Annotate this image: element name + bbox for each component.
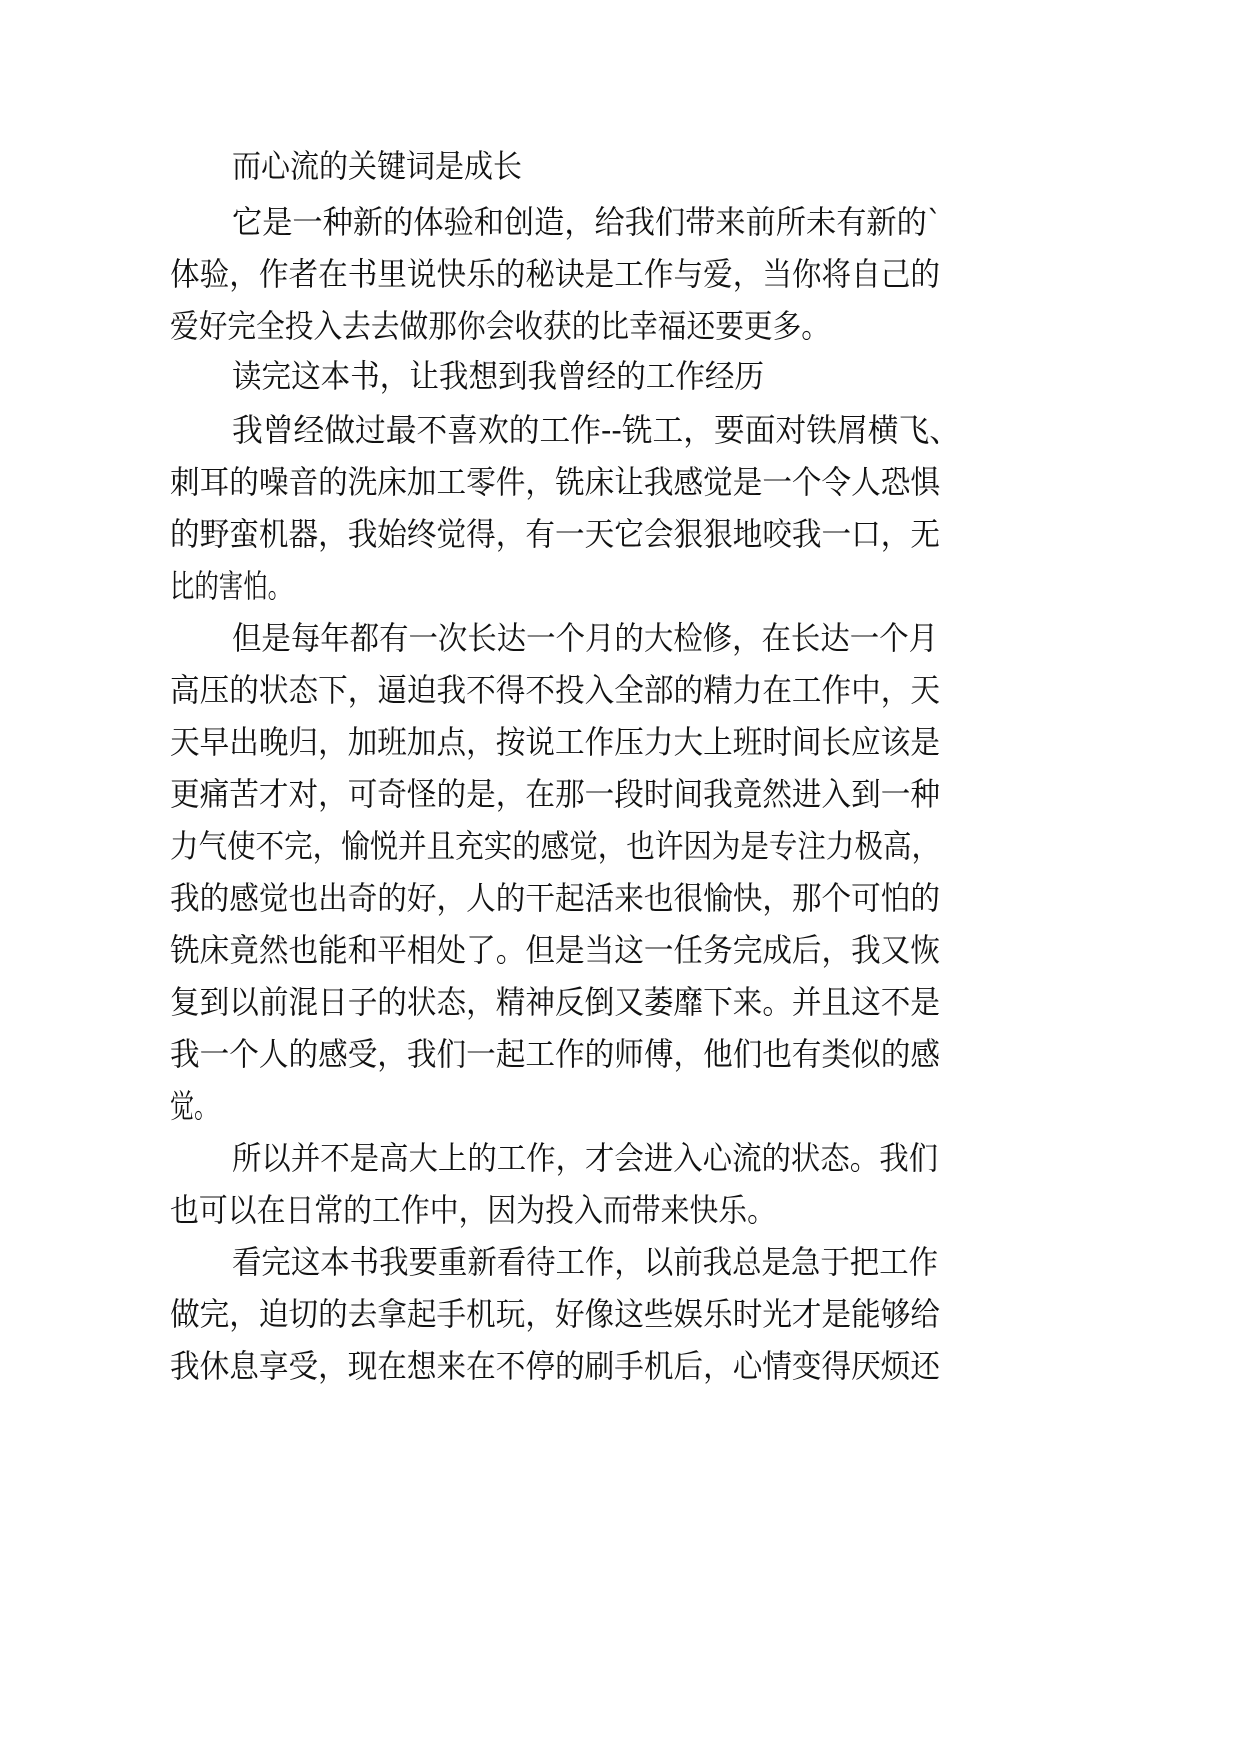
text-line [232,146,552,206]
text-line [170,1190,842,1250]
text-line [232,1138,1000,1198]
text-line-content: 读完这本书，让我想到我曾经的工作经历 [232,357,765,395]
text-line-content: 它是一种新的体验和创造，给我们带来前所未有新的` [232,203,942,241]
text-line [170,826,1034,886]
text-line-content: 我休息享受，现在想来在不停的刷手机后，心情变得厌烦还 [170,1347,941,1385]
text-line [170,930,1002,990]
text-line-content: 比的害怕。 [170,567,292,605]
text-line-content: 爱好完全投入去去做那你会收获的比幸福还要更多。 [170,307,830,345]
text-line-content: 复到以前混日子的状态，精神反倒又萎靡下来。并且这不是 [170,983,941,1021]
text-line-content: 我一个人的感受，我们一起工作的师傅，他们也有类似的感 [170,1035,941,1073]
text-line-content: 做完，迫切的去拿起手机玩，好像这些娱乐时光才是能够给 [170,1295,941,1333]
text-line [232,618,1000,678]
text-line [170,722,1002,782]
text-line [170,514,1002,574]
text-line [170,1294,1002,1354]
text-line-content: 的野蛮机器，我始终觉得，有一天它会狠狠地咬我一口，无 [170,515,941,553]
text-line [232,410,990,470]
text-line-content: 所以并不是高大上的工作，才会进入心流的状态。我们 [232,1139,939,1177]
text-line-content: 高压的状态下，逼迫我不得不投入全部的精力在工作中，天 [170,671,941,709]
text-line-content: 我曾经做过最不喜欢的工作--铣工，要面对铁屑横飞、 [232,411,961,449]
text-line-content: 而心流的关键词是成长 [232,147,522,185]
text-line [170,774,1002,834]
text-line [232,356,808,416]
text-line-content: 也可以在日常的工作中，因为投入而带来快乐。 [170,1191,777,1229]
text-line-content: 天早出晚归，加班加点，按说工作压力大上班时间长应该是 [170,723,941,761]
text-line [170,566,330,626]
text-line [170,462,1002,522]
text-line-content: 我的感觉也出奇的好，人的干起活来也很愉快，那个可怕的 [170,879,941,917]
text-line [170,1034,1002,1094]
text-line-content: 力气使不完，愉悦并且充实的感觉，也许因为是专注力极高， [170,827,941,865]
text-line [232,202,984,262]
text-line [170,1346,1002,1406]
text-line [170,982,1002,1042]
text-line-content: 体验，作者在书里说快乐的秘诀是工作与爱，当你将自己的 [170,255,941,293]
text-line-content: 看完这本书我要重新看待工作，以前我总是急于把工作 [232,1243,939,1281]
text-line [232,1242,1000,1302]
text-line [170,670,1002,730]
text-line-content: 刺耳的噪音的洗床加工零件，铣床让我感觉是一个令人恐惧 [170,463,941,501]
text-line-content: 铣床竟然也能和平相处了。但是当这一任务完成后，我又恢 [170,931,941,969]
text-line-content: 更痛苦才对，可奇怪的是，在那一段时间我竟然进入到一种 [170,775,941,813]
text-line [170,254,1002,314]
text-line [170,1086,234,1146]
text-line [170,878,1002,938]
text-line-content: 但是每年都有一次长达一个月的大检修，在长达一个月 [232,619,939,657]
text-line-content: 觉。 [170,1087,218,1125]
